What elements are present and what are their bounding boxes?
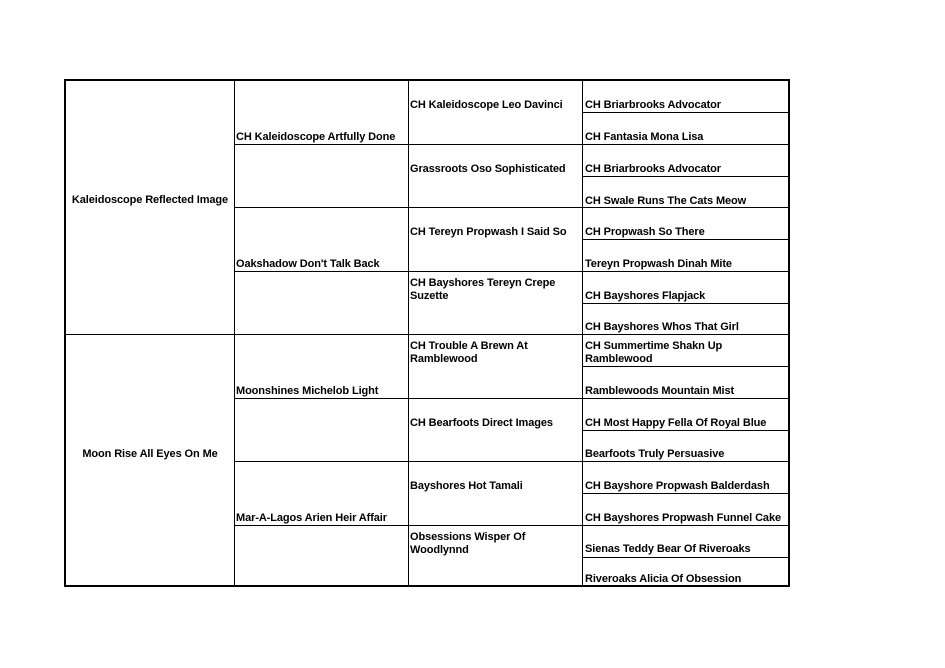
ancestor-name: Ramblewoods Mountain Mist [585, 385, 735, 397]
ancestor-name: CH Bayshores Flapjack [585, 290, 706, 302]
dam-name: Moon Rise All Eyes On Me [82, 448, 218, 460]
great-grandparent-name: Obsessions Wisper Of Woodlynnd [410, 531, 526, 556]
grandparent-name: Oakshadow Don't Talk Back [236, 258, 380, 270]
row-divider [582, 303, 788, 304]
grandparent-name: Mar-A-Lagos Arien Heir Affair [236, 512, 387, 524]
row-divider [582, 176, 788, 177]
row-divider [582, 493, 788, 494]
ancestor-name: CH Briarbrooks Advocator [585, 99, 721, 111]
great-grandparent-name: CH Trouble A Brewn At Ramblewood [410, 340, 528, 365]
grandparent-name: CH Kaleidoscope Artfully Done [236, 131, 396, 143]
row-divider [582, 557, 788, 558]
great-grandparent-name: CH Tereyn Propwash I Said So [410, 226, 567, 238]
row-divider [582, 430, 788, 431]
ancestor-name: CH Briarbrooks Advocator [585, 163, 721, 175]
ancestor-name: Sienas Teddy Bear Of Riveroaks [585, 543, 751, 555]
ancestor-name: CH Bayshore Propwash Balderdash [585, 480, 770, 492]
ancestor-name: Tereyn Propwash Dinah Mite [585, 258, 732, 270]
ancestor-name: Bearfoots Truly Persuasive [585, 448, 725, 460]
ancestor-name: CH Summertime Shakn Up Ramblewood [585, 340, 723, 365]
ancestor-name: CH Fantasia Mona Lisa [585, 131, 704, 143]
row-divider [234, 461, 788, 462]
row-divider [234, 271, 788, 272]
row-divider [234, 525, 788, 526]
ancestor-name: CH Bayshores Propwash Funnel Cake [585, 512, 781, 524]
column-divider [408, 81, 409, 585]
row-divider [234, 398, 788, 399]
grandparent-name: Moonshines Michelob Light [236, 385, 379, 397]
ancestor-name: CH Propwash So There [585, 226, 705, 238]
ancestor-name: CH Bayshores Whos That Girl [585, 321, 739, 333]
ancestor-name: CH Most Happy Fella Of Royal Blue [585, 417, 767, 429]
great-grandparent-name: Grassroots Oso Sophisticated [410, 163, 566, 175]
ancestor-name: CH Swale Runs The Cats Meow [585, 195, 747, 207]
column-divider [582, 81, 583, 585]
row-divider [582, 112, 788, 113]
pedigree-chart [64, 79, 790, 587]
ancestor-name: Riveroaks Alicia Of Obsession [585, 573, 742, 585]
great-grandparent-name: CH Kaleidoscope Leo Davinci [410, 99, 563, 111]
column-divider [234, 81, 235, 585]
row-divider [234, 144, 788, 145]
great-grandparent-name: CH Bayshores Tereyn Crepe Suzette [410, 277, 556, 302]
great-grandparent-name: Bayshores Hot Tamali [410, 480, 523, 492]
great-grandparent-name: CH Bearfoots Direct Images [410, 417, 553, 429]
row-divider [66, 334, 788, 335]
row-divider [582, 239, 788, 240]
row-divider [582, 366, 788, 367]
sire-name: Kaleidoscope Reflected Image [71, 194, 229, 206]
